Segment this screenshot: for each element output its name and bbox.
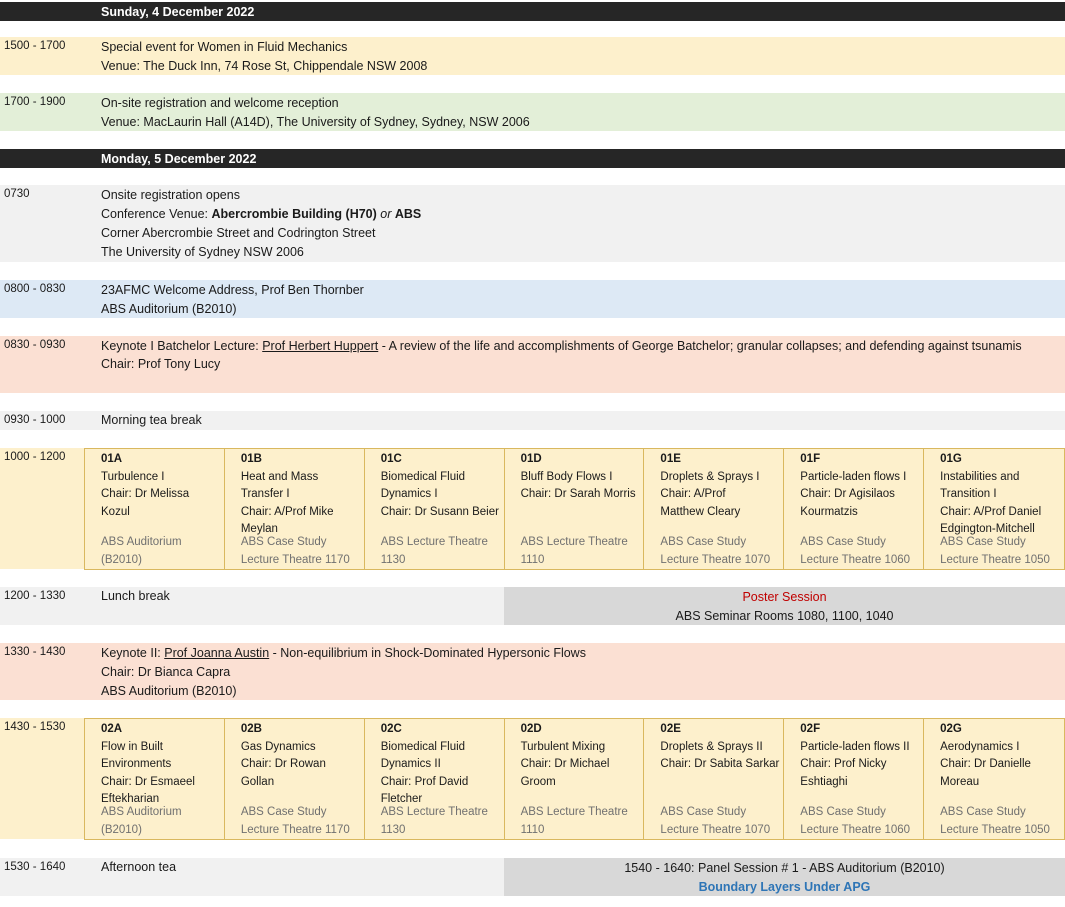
event-time: 0730 [4, 188, 30, 200]
session-cell [365, 719, 505, 839]
session-venue: ABS Case Study Lecture Theatre 1170 [240, 806, 350, 836]
session-desc: Biomedical Fluid Dynamics I Chair: Dr Susann Beier [380, 470, 499, 518]
session-desc: Bluff Body Flows I Chair: Dr Sarah Morris [520, 470, 636, 500]
day-header-sunday [0, 2, 1065, 21]
keynote-talk-title: - Non-equilibrium in Shock-Dominated Hypersonic Flows [269, 646, 586, 660]
session-desc: Particle-laden flows II Chair: Prof Nicky Eshtiaghi [800, 740, 910, 788]
session-code: 01F [800, 453, 821, 465]
session-desc: Gas Dynamics Chair: Dr Rowan Gollan [240, 740, 326, 788]
session-cell [85, 449, 225, 569]
session-desc: Particle-laden flows I Chair: Dr Agisilaos Kourmatzis [800, 470, 907, 518]
event-time: 1700 - 1900 [4, 96, 66, 108]
session-venue: ABS Lecture Theatre 1110 [520, 536, 628, 566]
session-cell [924, 719, 1064, 839]
event-title: Morning tea break [101, 413, 202, 427]
keynote-title [101, 337, 1025, 355]
poster-session-title: Poster Session [742, 590, 827, 604]
event-time: 1500 - 1700 [4, 40, 66, 52]
event-title: 23AFMC Welcome Address, Prof Ben Thornber [101, 283, 364, 297]
session-venue: ABS Auditorium (B2010) [101, 536, 182, 566]
event-welcome-address [0, 280, 1065, 318]
event-venue: ABS Auditorium (B2010) [101, 302, 237, 316]
session-desc: Droplets & Sprays II Chair: Dr Sabita Sarkar [660, 740, 780, 770]
venue-address: The University of Sydney NSW 2006 [101, 245, 304, 259]
day-label: Sunday, 4 December 2022 [101, 5, 255, 19]
session-venue: ABS Case Study Lecture Theatre 1070 [660, 536, 771, 566]
event-title: Onsite registration opens [101, 188, 240, 202]
poster-session-rooms: ABS Seminar Rooms 1080, 1100, 1040 [675, 609, 894, 623]
event-lunch [0, 587, 1065, 625]
session-venue: ABS Case Study Lecture Theatre 1050 [940, 536, 1050, 566]
event-keynote-2 [0, 643, 1065, 700]
event-morning-tea [0, 411, 1065, 430]
event-registration [0, 185, 1065, 262]
session-cell [225, 719, 365, 839]
venue-or: or [376, 207, 395, 221]
event-chair: Chair: Prof Tony Lucy [101, 357, 221, 371]
session-code: 02D [520, 723, 542, 735]
session-desc: Instabilities and Transition I Chair: A/Prof Daniel Edgington-Mitchell [940, 470, 1042, 535]
session-cell [924, 449, 1064, 569]
speaker-link[interactable]: Prof Herbert Huppert [262, 339, 379, 353]
panel-session [504, 858, 1065, 896]
session-venue: ABS Lecture Theatre 1130 [380, 536, 488, 566]
event-time: 1330 - 1430 [4, 646, 66, 658]
session-venue: ABS Auditorium (B2010) [101, 806, 182, 836]
event-venue: Venue: MacLaurin Hall (A14D), The University of Sydney, Sydney, NSW 2006 [101, 115, 530, 129]
keynote-title [101, 644, 586, 663]
session-cell [644, 719, 784, 839]
session-venue: ABS Lecture Theatre 1110 [520, 806, 628, 836]
session-code: 02A [101, 723, 123, 735]
session-grid-1 [84, 448, 1065, 570]
venue-abbr: ABS [394, 207, 422, 221]
session-code: 01B [240, 453, 262, 465]
session-desc: Droplets & Sprays I Chair: A/Prof Matthew Cleary [660, 470, 760, 518]
session-code: 02E [660, 723, 681, 735]
event-time: 0930 - 1000 [4, 414, 66, 426]
event-keynote-1 [0, 336, 1065, 393]
session-desc: Turbulent Mixing Chair: Dr Michael Groom [520, 740, 610, 788]
session-cell [505, 449, 645, 569]
session-cell [505, 719, 645, 839]
event-title: On-site registration and welcome reception [101, 96, 339, 110]
event-time: 1200 - 1330 [4, 590, 66, 602]
keynote-prefix: Keynote II: [101, 646, 165, 660]
venue-name: Abercrombie Building (H70) [211, 207, 377, 221]
session-code: 01E [660, 453, 681, 465]
session-venue: ABS Case Study Lecture Theatre 1070 [660, 806, 771, 836]
venue-address: Corner Abercrombie Street and Codrington Street [101, 226, 376, 240]
session-grid-2 [84, 718, 1065, 840]
session-cell [365, 449, 505, 569]
session-cell [644, 449, 784, 569]
session-desc: Aerodynamics I Chair: Dr Danielle Moreau [940, 740, 1031, 788]
session-code: 01D [520, 453, 542, 465]
day-header-monday [0, 149, 1065, 168]
poster-session [504, 587, 1065, 625]
session-code: 02B [240, 723, 262, 735]
event-time: 1530 - 1640 [4, 861, 66, 873]
session-code: 02F [800, 723, 821, 735]
event-time: 0800 - 0830 [4, 283, 66, 295]
panel-session-topic: Boundary Layers Under APG [698, 880, 871, 894]
event-title: Special event for Women in Fluid Mechanics [101, 40, 348, 54]
event-title: Afternoon tea [101, 860, 177, 874]
event-title: Lunch break [101, 589, 170, 603]
session-venue: ABS Case Study Lecture Theatre 1060 [800, 536, 911, 566]
event-time: 1430 - 1530 [4, 721, 66, 733]
panel-session-title: 1540 - 1640: Panel Session # 1 - ABS Auditorium (B2010) [624, 861, 945, 875]
event-time: 0830 - 0930 [4, 339, 66, 351]
session-venue: ABS Lecture Theatre 1130 [380, 806, 488, 836]
session-venue: ABS Case Study Lecture Theatre 1170 [240, 536, 350, 566]
speaker-link[interactable]: Prof Joanna Austin [164, 646, 270, 660]
event-time: 1000 - 1200 [4, 451, 66, 463]
session-desc: Heat and Mass Transfer I Chair: A/Prof Mike Meylan [240, 470, 334, 535]
session-code: 01A [101, 453, 123, 465]
session-cell [85, 719, 225, 839]
event-venue: Venue: The Duck Inn, 74 Rose St, Chippendale NSW 2008 [101, 59, 428, 73]
conference-venue [101, 205, 421, 224]
event-chair: Chair: Dr Bianca Capra [101, 665, 231, 679]
event-afternoon-tea [0, 858, 1065, 896]
event-welcome-reception [0, 93, 1065, 131]
event-venue: ABS Auditorium (B2010) [101, 684, 237, 698]
session-cell [784, 719, 924, 839]
session-cell [225, 449, 365, 569]
session-desc: Flow in Built Environments Chair: Dr Esmaeel Eftekharian [101, 740, 195, 805]
event-women-in-fluid-mechanics [0, 37, 1065, 75]
session-code: 02G [940, 723, 962, 735]
session-code: 01G [940, 453, 962, 465]
keynote-prefix: Keynote I Batchelor Lecture: [101, 339, 263, 353]
session-venue: ABS Case Study Lecture Theatre 1050 [940, 806, 1050, 836]
day-label: Monday, 5 December 2022 [101, 152, 257, 166]
session-desc: Turbulence I Chair: Dr Melissa Kozul [101, 470, 190, 518]
venue-prefix: Conference Venue: [101, 207, 212, 221]
session-code: 01C [380, 453, 402, 465]
session-code: 02C [380, 723, 402, 735]
session-desc: Biomedical Fluid Dynamics II Chair: Prof David Fletcher [380, 740, 469, 805]
session-venue: ABS Case Study Lecture Theatre 1060 [800, 806, 911, 836]
keynote-talk-title: - A review of the life and accomplishments of George Batchelor; granular collapses; and defending against tsunamis [378, 339, 1022, 353]
session-cell [784, 449, 924, 569]
